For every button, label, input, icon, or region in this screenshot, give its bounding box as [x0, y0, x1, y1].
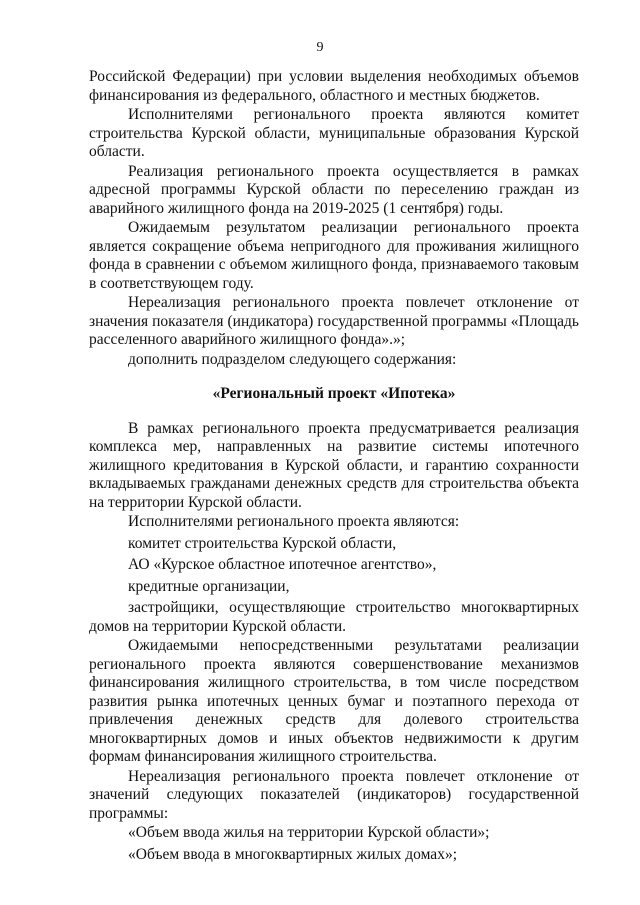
paragraph: Ожидаемым результатом реализации регионального проекта является сокращение объема непригодного для проживания жилищного фонда в сравнении с объемом жилищного фонда, признаваемого таковым в соответствующем году. [89, 219, 579, 292]
paragraph: В рамках регионального проекта предусматривается реализация комплекса мер, направленных на развитие системы ипотечного жилищного кредитования в Курской области, и гарантию сохранности вкладываемых гражданами денежных средств для строительства объекта на территории Курской области. [89, 419, 579, 511]
list-item: кредитные организации, [128, 577, 290, 595]
list-item: «Объем ввода в многоквартирных жилых домах»; [128, 845, 457, 863]
paragraph: Нереализация регионального проекта повлечет отклонение от значений следующих показателей (индикаторов) государственной программы: [89, 767, 579, 822]
page-number: 9 [316, 40, 324, 55]
document-body [89, 68, 579, 867]
paragraph: Реализация регионального проекта осуществляется в рамках адресной программы Курской области по переселению граждан из аварийного жилищного фонда на 2019-2025 (1 сентября) годы. [89, 162, 579, 217]
paragraph: Ожидаемыми непосредственными результатами реализации регионального проекта являются совершенствование механизмов финансирования жилищного строительства, в том числе посредством развития рынка ипотечных ценных бумаг и поэтапного перехода от привлечения денежных средств для долевого строительства многоквартирных домов и иных объектов недвижимости к другим формам финансирования жилищного строительства. [89, 637, 579, 765]
paragraph: Российской Федерации) при условии выделения необходимых объемов финансирования из федерального, областного и местных бюджетов. [89, 68, 579, 104]
paragraph: Исполнителями регионального проекта являются: [128, 513, 460, 530]
list-item: застройщики, осуществляющие строительство многоквартирных домов на территории Курской области. [89, 599, 579, 635]
paragraph: дополнить подразделом следующего содержания: [128, 350, 457, 368]
list-item: комитет строительства Курской области, [128, 534, 397, 552]
paragraph: Исполнителями регионального проекта являются комитет строительства Курской области, муниципальные образования Курской области. [89, 106, 579, 160]
section-heading: «Региональный проект «Ипотека» [212, 385, 456, 402]
list-item: «Объем ввода жилья на территории Курской области»; [128, 824, 490, 841]
list-item: АО «Курское областное ипотечное агентство», [128, 556, 437, 573]
paragraph: Нереализация регионального проекта повлечет отклонение от значения показателя (индикатора) государственной программы «Площадь расселенного аварийного жилищного фонда».»; [89, 294, 579, 348]
